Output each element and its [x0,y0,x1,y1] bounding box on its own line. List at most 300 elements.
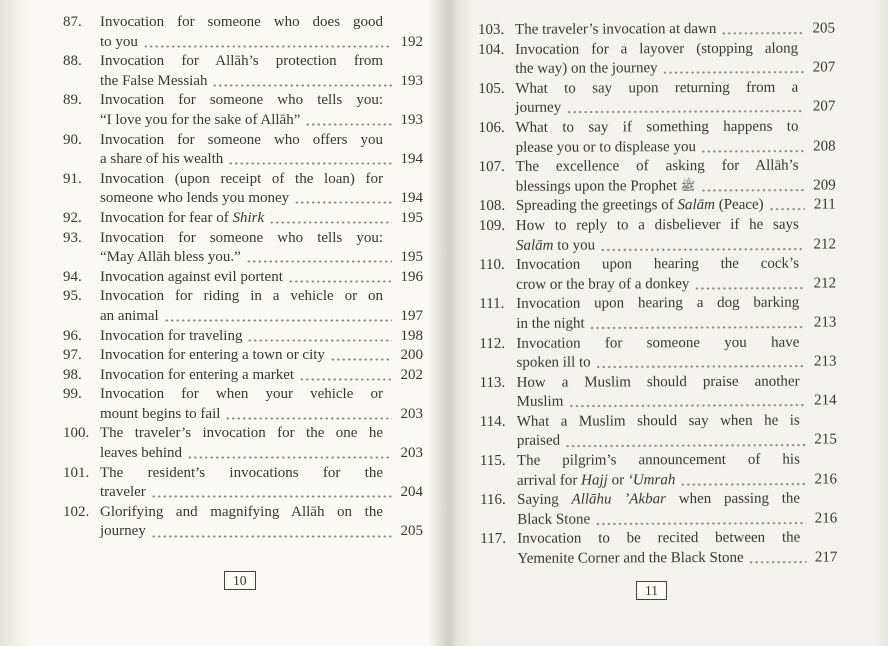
entry-body [100,287,423,326]
entry-page-number: 195 [400,249,423,266]
entry-text [100,248,241,268]
entry-number: 116. [480,492,506,509]
entry-body [100,170,423,209]
entry-last-line [516,235,836,256]
right-page-toc [478,19,837,569]
entry-body [517,372,837,413]
entry-number: 102. [63,503,90,520]
entry-number: 97. [63,347,82,364]
entry-number: 91. [63,170,82,187]
entry-text-segment: journey [100,523,146,540]
entry-page-number: 194 [400,151,423,168]
entry-number: 89. [63,92,82,109]
entry-body [515,78,835,119]
entry-page-number: 194 [400,190,423,207]
entry-last-line [517,470,837,491]
entry-line [100,13,423,33]
entry-last-line [100,522,423,542]
entry-body [100,209,423,229]
entry-number: 112. [479,335,506,352]
entry-number: 103. [478,21,505,38]
entry-text [516,275,689,295]
entry-text-segment: Glorifying and magnifying Allāh on the [100,503,383,520]
dot-leader [305,111,392,131]
entry-line [517,529,837,550]
entry-line [516,157,836,178]
entry-body [100,229,423,268]
entry-text-segment: Salām [677,197,715,214]
entry-body [517,451,837,492]
entry-last-line [517,392,837,413]
entry-line [516,215,836,236]
entry-text-segment: How to reply to a disbeliever if he says [515,216,799,234]
entry-number: 92. [63,209,82,226]
entry-body [515,19,835,40]
entry-body [100,366,423,386]
toc-entry [63,131,423,170]
entry-page-number: 205 [400,523,423,540]
entry-page-number: 212 [813,275,837,292]
entry-text [515,59,658,79]
entry-text-segment: to you [553,237,596,254]
toc-entry [63,464,423,503]
entry-text [100,327,242,347]
dot-leader [151,483,392,503]
page-number-box-left [224,571,256,590]
dot-leader [151,522,392,542]
entry-body [516,294,836,335]
toc-entry [63,346,423,366]
dot-leader [269,209,392,229]
entry-page-number: 207 [812,59,836,76]
toc-entry [63,503,423,542]
entry-text-segment: Invocation (upon receipt of the loan) for [100,170,383,187]
entry-last-line [516,313,836,334]
entry-last-line [100,327,423,347]
entry-line [515,78,835,99]
entry-text-segment: Invocation for someone who tells you: [100,229,383,246]
entry-page-number: 211 [813,196,836,213]
entry-page-number: 214 [814,392,837,409]
entry-page-number: 207 [812,98,836,115]
toc-entry [480,490,837,531]
entry-text [516,177,696,197]
toc-entry [63,209,423,229]
scan-left-edge [0,0,30,646]
entry-last-line [100,248,423,268]
entry-text-segment: Invocation for traveling [100,327,243,344]
entry-body [100,268,423,288]
toc-entry [479,157,836,198]
entry-line [517,451,837,472]
toc-entry [63,52,423,91]
entry-last-line [515,98,835,119]
entry-line [100,464,423,484]
entry-body [516,157,836,198]
entry-page-number: 198 [400,327,423,344]
entry-page-number: 195 [400,209,423,226]
toc-entry [63,268,423,288]
entry-text [100,444,182,464]
entry-page-number: 202 [400,366,423,383]
entry-text-segment: Invocation upon hearing a dog barking [516,294,800,313]
entry-text [516,236,595,256]
entry-last-line [515,59,835,80]
toc-entry [479,255,836,296]
entry-line [100,229,423,249]
dot-leader [225,405,392,425]
entry-text [517,510,590,530]
entry-text-segment: Yemenite Corner and the Black Stone [517,549,744,567]
entry-line [100,91,423,111]
entry-last-line [100,307,423,327]
toc-entry [479,294,836,335]
entry-text-segment: the False Messiah [100,72,208,89]
entry-number: 95. [63,288,82,305]
entry-text-segment: Invocation for a layover (stopping along [515,40,799,58]
entry-number: 94. [63,268,82,285]
entry-text [100,209,264,229]
entry-last-line [516,196,836,217]
entry-last-line [100,111,423,131]
entry-text [100,366,294,386]
entry-text-segment: What to say if something happens to [515,118,799,136]
entry-last-line [516,137,836,158]
entry-text-segment: traveler [100,484,146,501]
entry-last-line [515,19,835,40]
entry-body [100,503,423,542]
left-page-toc [63,13,423,542]
page-gutter-shadow [428,0,474,646]
entry-page-number: 196 [400,268,423,285]
prophet-symbol: ﷺ [680,178,696,193]
toc-entry [63,424,423,463]
entry-page-number: 205 [812,20,836,37]
entry-text-segment: Invocation for someone who tells you: [100,92,383,109]
entry-last-line [516,353,836,374]
dot-leader [212,72,392,92]
entry-last-line [100,209,423,229]
dot-leader [565,431,806,452]
entry-body [516,196,836,217]
entry-text-segment: How a Muslim should praise another [516,373,800,391]
entry-text-segment: The traveler’s invocation for the one he [100,425,383,442]
toc-entry [63,229,423,268]
toc-entry [63,170,423,209]
dot-leader [288,268,392,288]
dot-leader [246,248,392,268]
dot-leader [164,307,392,327]
toc-entry [478,19,835,40]
entry-text [100,405,220,425]
entry-text-segment: or [607,472,628,489]
entry-text-segment: The traveler’s invocation at dawn [515,20,717,38]
entry-text [100,346,325,366]
entry-text [517,432,560,452]
entry-body [100,52,423,91]
entry-body [100,424,423,463]
entry-line [517,372,837,393]
entry-last-line [100,189,423,209]
entry-text-segment: Spreading the greetings of [515,197,678,215]
entry-line [516,294,836,315]
entry-body [517,529,837,570]
entry-text-segment: What a Muslim should say when he is [516,412,800,430]
entry-text-segment: please you or to displease you [515,138,696,156]
entry-text-segment: “I love you for the sake of Allāh” [100,111,301,128]
entry-text-segment: in the night [516,315,585,332]
entry-page-number: 200 [400,347,423,364]
entry-page-number: 217 [814,549,838,566]
dot-leader [143,33,392,53]
entry-body [100,131,423,170]
entry-text-segment: a share of his wealth [100,151,224,168]
entry-text-segment: the way) on the journey [515,60,658,78]
entry-body [100,327,423,347]
entry-number: 88. [63,53,82,70]
entry-body [100,13,423,52]
dot-leader [294,189,392,209]
entry-number: 98. [63,366,82,383]
dot-leader [680,470,806,490]
entry-text [100,150,223,170]
entry-text-segment: Invocation for when your vehicle or [100,386,383,403]
entry-text [516,196,764,217]
dot-leader [330,346,392,366]
entry-line [100,424,423,444]
entry-page-number: 209 [813,177,836,194]
entry-last-line [100,268,423,288]
entry-text-segment: The excellence of asking for Allāh’s [515,157,799,175]
dot-leader [568,392,805,413]
entry-text [516,354,590,374]
entry-number: 101. [63,464,90,481]
entry-page-number: 216 [814,510,838,527]
entry-text-segment: Invocation for riding in a vehicle or on [100,288,383,305]
entry-text-segment: Invocation for someone you have [516,334,800,352]
entry-text-segment: journey [515,100,562,117]
entry-number: 117. [480,531,506,548]
entry-text-segment: The pilgrim’s announcement of his [516,451,800,469]
dot-leader [701,137,805,157]
entry-text-segment: What to say upon returning from a [515,79,799,97]
entry-text-segment: Invocation against evil portent [100,268,283,285]
entry-page-number: 203 [400,405,423,422]
entry-text-segment: “May Allāh bless you.” [100,249,241,266]
entry-page-number: 197 [400,307,423,324]
entry-text [100,33,138,53]
entry-text-segment: Shirk [232,209,265,226]
entry-text-segment: Invocation for Allāh’s protection from [100,53,383,70]
entry-page-number: 208 [813,138,836,155]
entry-text-segment: Invocation for someone who offers you [100,131,383,148]
entry-line [516,333,836,354]
entry-page-number: 204 [400,484,423,501]
entry-line [100,385,423,405]
entry-last-line [517,431,837,452]
dot-leader [228,150,392,170]
entry-text-segment: when passing the [665,490,801,508]
entry-text [100,268,283,288]
entry-number: 105. [478,80,505,97]
entry-body [517,411,837,452]
scan-right-edge [872,0,888,646]
toc-entry [63,366,423,386]
entry-text-segment: Invocation for entering a town or city [100,347,325,364]
entry-page-number: 212 [813,235,837,253]
entry-line [517,490,837,511]
entry-text-segment: Black Stone [517,511,591,528]
page-number-label: 11 [645,583,658,598]
dot-leader [187,444,392,464]
entry-number: 106. [478,119,505,136]
toc-entry [479,333,836,374]
entry-number: 90. [63,131,82,148]
entry-text-segment: The resident’s invocations for the [100,464,383,481]
entry-line [100,287,423,307]
toc-entry [479,196,836,217]
entry-body [517,490,837,531]
entry-line [100,131,423,151]
entry-body [515,39,835,80]
entry-text-segment: Invocation for fear of [100,209,233,226]
dot-leader [721,20,804,40]
entry-text-segment: (Peace) [714,197,764,214]
entry-number: 114. [479,413,506,430]
entry-last-line [100,72,423,92]
dot-leader [590,313,806,334]
entry-last-line [100,150,423,170]
entry-number: 108. [478,198,506,215]
toc-entry [480,372,837,413]
entry-body [100,346,423,366]
toc-entry [478,117,835,158]
entry-text-segment: Salām [515,237,554,254]
entry-page-number: 215 [814,431,837,449]
entry-text-segment: Hajj [581,472,608,489]
entry-body [100,385,423,424]
page-number-label: 10 [233,573,247,588]
entry-line [517,411,837,432]
entry-line [100,170,423,190]
entry-number: 104. [478,41,505,58]
entry-text-segment: ‘Umrah [627,471,676,489]
dot-leader [663,59,805,79]
entry-page-number: 192 [400,33,423,50]
entry-text-segment: spoken ill to [516,354,591,371]
entry-page-number: 203 [400,445,423,462]
entry-number: 115. [479,452,506,470]
entry-text-segment: blessings upon the Prophet [515,177,681,195]
entry-line [515,117,835,138]
entry-last-line [516,274,836,295]
entry-text-segment: an animal [100,307,159,324]
entry-number: 109. [478,217,506,234]
entry-page-number: 213 [813,353,837,370]
entry-number: 113. [479,374,506,391]
toc-entry [479,215,836,256]
entry-text [100,189,289,209]
entry-last-line [517,548,837,569]
toc-entry [63,385,423,424]
entry-last-line [100,405,423,425]
entry-page-number: 193 [400,111,423,128]
entry-line [515,39,835,60]
page-number-box-right [636,581,667,600]
dot-leader [769,196,805,216]
entry-text [100,307,159,327]
entry-body [516,255,836,296]
entry-text [516,314,584,334]
entry-text [517,549,743,570]
toc-entry [478,39,835,80]
dot-leader [749,549,807,569]
entry-number: 111. [479,296,505,313]
entry-number: 110. [479,257,505,274]
toc-entry [63,287,423,326]
dot-leader [694,274,805,294]
entry-text-segment: someone who lends you money [100,190,290,207]
entry-number: 99. [63,386,82,403]
entry-body [100,464,423,503]
toc-entry [480,411,837,452]
dot-leader [566,98,804,119]
entry-text-segment: crow or the bray of a donkey [516,275,690,293]
entry-last-line [100,444,423,464]
entry-number: 87. [63,14,82,30]
entry-text [515,99,561,119]
entry-page-number: 193 [400,72,423,89]
entry-body [516,215,836,256]
toc-entry [480,451,837,492]
entry-text-segment: arrival for [516,472,582,489]
entry-text [517,393,564,413]
entry-text-segment: praised [516,433,561,450]
dot-leader [595,509,806,530]
entry-text-segment: Saying [517,491,572,509]
entry-body [515,117,835,158]
entry-number: 93. [63,229,82,246]
entry-text-segment: leaves behind [100,445,183,462]
entry-number: 100. [63,425,90,442]
entry-text-segment: Allāhu ’Akbar [571,491,666,508]
entry-line [100,503,423,523]
dot-leader [247,327,392,347]
dot-leader [299,366,392,386]
toc-entry [63,91,423,130]
entry-text [516,138,696,158]
entry-text-segment: Invocation upon hearing the cock’s [516,255,800,273]
entry-text-segment: Invocation for someone who does good [100,14,383,30]
entry-text-segment: to you [100,33,138,50]
entry-text-segment: Invocation to be recited between the [517,530,801,548]
entry-last-line [516,176,836,197]
entry-text [100,72,207,92]
entry-body [516,333,836,374]
entry-text [100,111,300,131]
entry-line [100,52,423,72]
entry-text [515,20,716,40]
entry-body [100,91,423,130]
entry-page-number: 216 [814,471,838,488]
toc-entry [478,78,835,119]
entry-last-line [517,509,837,530]
entry-page-number: 213 [813,314,837,331]
entry-text [100,483,146,503]
entry-text-segment: mount begins to fail [100,405,221,422]
dot-leader [596,353,806,374]
toc-entry [480,529,837,570]
